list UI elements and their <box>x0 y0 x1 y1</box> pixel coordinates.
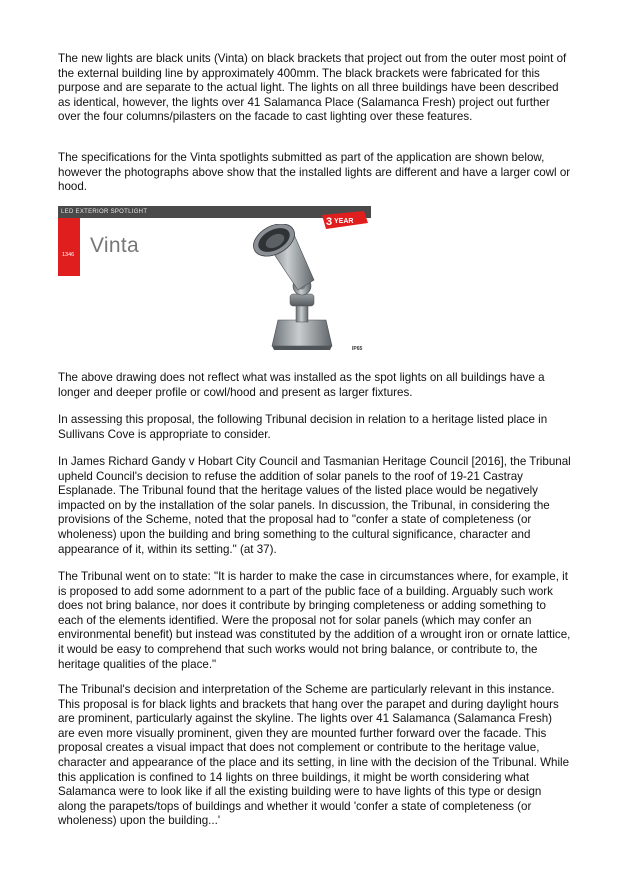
paragraph-drawing-note: The above drawing does not reflect what was installed as the spot lights on all buildings have a longer and deeper profile or cowl/hood and present as larger fixtures. <box>58 371 545 399</box>
spec-header-text: LED EXTERIOR SPOTLIGHT <box>61 209 148 215</box>
warranty-word: YEAR <box>334 218 354 225</box>
paragraph-assessment: In assessing this proposal, the following Tribunal decision in relation to a heritage listed place in Sullivans Cove is appropriate to consider. <box>58 413 548 441</box>
spotlight-fixture-icon <box>248 224 358 352</box>
paragraph-specifications: The specifications for the Vinta spotlights submitted as part of the application are shown below, however the photographs above show that the installed lights are different and have a larger cowl or hood. <box>58 151 571 194</box>
spec-sheet-image <box>58 206 371 356</box>
warranty-number: 3 <box>326 216 333 228</box>
paragraph-relevance: The Tribunal's decision and interpretation of the Scheme are particularly relevant in this instance. This proposal is for black lights and brackets that hang over the parapet and during daylight hours are prominent, particularly against the skyline. The lights over 41 Salamanca (Salamanca Fresh) are even more visually prominent, given they are mounted further forward over the facade. This proposal creates a visual impact that does not complement or contribute to the heritage value, character and appearance of the place and its setting, in line with the decision of the Tribunal. While this application is confined to 14 lights on three buildings, it might be worth considering what Salamanca were to look like if all the existing building were to have lights of this type or design along the parapets/tops of buildings and whether it would 'confer a state of completeness (or wholeness) upon the building...' <box>58 683 570 828</box>
paragraph-tribunal-quote: The Tribunal went on to state: "It is harder to make the case in circumstances where, for example, it is proposed to add some adornment to a part of the public face of a building. Arguably such work does not bring balance, nor does it contribute by bringing completeness or adding something to each of the elements identified. Were the proposal not for solar panels (which may confer an environmental benefit) but instead was constituted by the addition of a wrought iron or ornate lattice, it would be easy to comprehend that such works would not bring balance, or contribute to, the heritage qualities of the place." <box>58 570 571 671</box>
ip-rating: IP65 <box>352 346 363 352</box>
spec-page-number: 1346 <box>62 252 75 258</box>
red-side-block <box>58 218 80 276</box>
paragraph-tribunal-case: In James Richard Gandy v Hobart City Council and Tasmanian Heritage Council [2016], the Tribunal upheld Council's decision to refuse the addition of solar panels to the roof of 19-21 Castray Esplanade. The Tribunal found that the heritage values of the listed place would be negatively impacted on by the installation of the solar panels. In discussion, the Tribunal, in considering the provisions of the Scheme, noted that the proposal had to "confer a state of completeness (or wholeness) upon the building and bring something to the cultural significance, character and appearance of it, within its setting." (at 37). <box>58 455 571 556</box>
paragraph-light-description: The new lights are black units (Vinta) on black brackets that project out from the outer most point of the external building line by approximately 400mm. The black brackets were fabricated for this purpose and are separate to the actual light. The lights on all three buildings have been described as identical, however, the lights over 41 Salamanca Place (Salamanca Fresh) project out further over the four columns/pilasters on the facade to cast lighting over these features. <box>58 52 567 124</box>
product-name: Vinta <box>90 234 139 257</box>
